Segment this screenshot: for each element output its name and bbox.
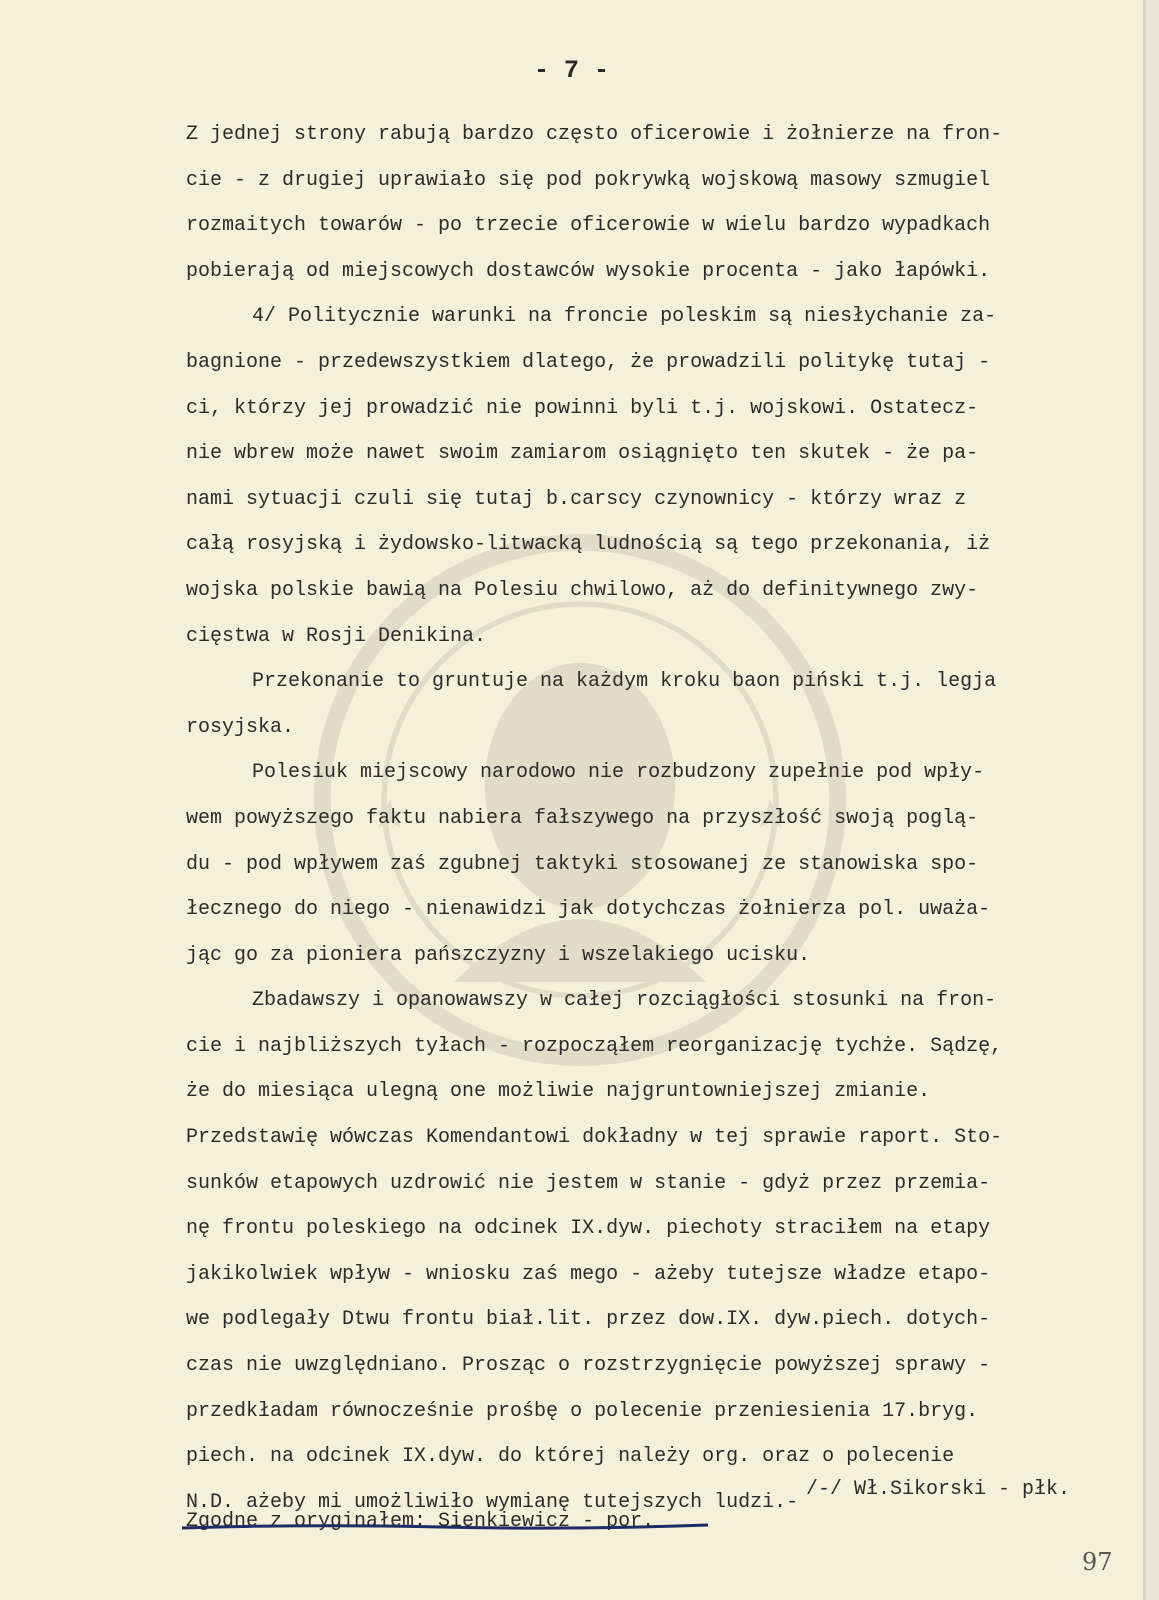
text-line: rosyjska. — [186, 715, 295, 739]
text-line: cie - z drugiej uprawiało się pod pokrywką wojskową masowy szmugiel — [186, 168, 991, 192]
signature-line: /-/ Wł.Sikorski - płk. — [806, 1478, 1071, 1501]
text-line: du - pod wpływem zaś zgubnej taktyki stosowanej ze stanowiska spo- — [186, 852, 979, 876]
text-line: nie wbrew może nawet swoim zamiarom osiągnięto ten skutek - że pa- — [186, 442, 979, 466]
text-line: Zbadawszy i opanowawszy w całej rozciągłości stosunki na fron- — [252, 989, 997, 1013]
text-line: rozmaitych towarów - po trzecie oficerowie w wielu bardzo wypadkach — [186, 214, 991, 238]
text-line: jąc go za pioniera pańszczyzny i wszelakiego ucisku. — [186, 943, 811, 967]
text-line: że do miesiąca ulegną one możliwie najgruntowniejszej zmianie. — [186, 1080, 931, 1104]
text-line: Przekonanie to gruntuje na każdym kroku baon piński t.j. legja — [252, 670, 997, 694]
text-line: czas nie uwzględniano. Prosząc o rozstrzygnięcie powyższej sprawy - — [186, 1354, 991, 1378]
text-line: Polesiuk miejscowy narodowo nie rozbudzony zupełnie pod wpły- — [252, 761, 985, 785]
text-line: 4/ Politycznie warunki na froncie poleskim są niesłychanie za- — [252, 305, 997, 329]
strikethrough-mark — [180, 1520, 710, 1534]
text-line: Przedstawię wówczas Komendantowi dokładny w tej sprawie raport. Sto- — [186, 1126, 1003, 1150]
text-line: ci, którzy jej prowadzić nie powinni byli t.j. wojskowi. Ostatecz- — [186, 396, 979, 420]
text-line: cie i najbliższych tyłach - rozpocząłem reorganizację tychże. Sądzę, — [186, 1034, 1003, 1058]
text-line: łecznego do niego - nienawidzi jak dotychczas żołnierza pol. uważa- — [186, 898, 991, 922]
text-line: całą rosyjską i żydowsko-litwacką ludnością są tego przekonania, iż — [186, 533, 991, 557]
text-line: N.D. ażeby mi umożliwiło wymianę tutejszych ludzi.- — [186, 1490, 799, 1514]
text-line: we podlegały Dtwu frontu biał.lit. przez dow.IX. dyw.piech. dotych- — [186, 1308, 991, 1332]
text-line: nami sytuacji czuli się tutaj b.carscy czynownicy - którzy wraz z — [186, 487, 967, 511]
text-line: wojska polskie bawią na Polesiu chwilowo, aż do definitywnego zwy- — [186, 578, 979, 602]
text-line: Z jednej strony rabują bardzo często oficerowie i żołnierze na fron- — [186, 123, 1003, 146]
text-line: przedkładam równocześnie prośbę o polecenie przeniesienia 17.bryg. — [186, 1399, 979, 1423]
text-line: pobierają od miejscowych dostawców wysokie procenta - jako łapówki. — [186, 259, 991, 283]
text-line: piech. na odcinek IX.dyw. do której należy org. oraz o polecenie — [186, 1445, 955, 1469]
text-line: sunków etapowych uzdrowić nie jestem w stanie - gdyż przez przemia- — [186, 1171, 991, 1195]
page-number: - 7 - — [533, 56, 609, 85]
text-line: wem powyższego faktu nabiera fałszywego na przyszłość swoją poglą- — [186, 806, 979, 830]
text-line: nę frontu poleskiego na odcinek IX.dyw. piechoty straciłem na etapy — [186, 1217, 991, 1241]
archive-page-number: 97 — [1082, 1548, 1113, 1576]
text-line: jakikolwiek wpływ - wniosku zaś mego - ażeby tutejsze władze etapo- — [186, 1262, 991, 1286]
text-line: bagnione - przedewszystkiem dlatego, że prowadzili politykę tutaj - — [186, 350, 991, 374]
text-line: cięstwa w Rosji Denikina. — [186, 624, 487, 648]
conformity-note: Zgodne z oryginałem: Sienkiewicz - por. — [186, 1510, 655, 1533]
typed-body-text — [186, 112, 1106, 1525]
